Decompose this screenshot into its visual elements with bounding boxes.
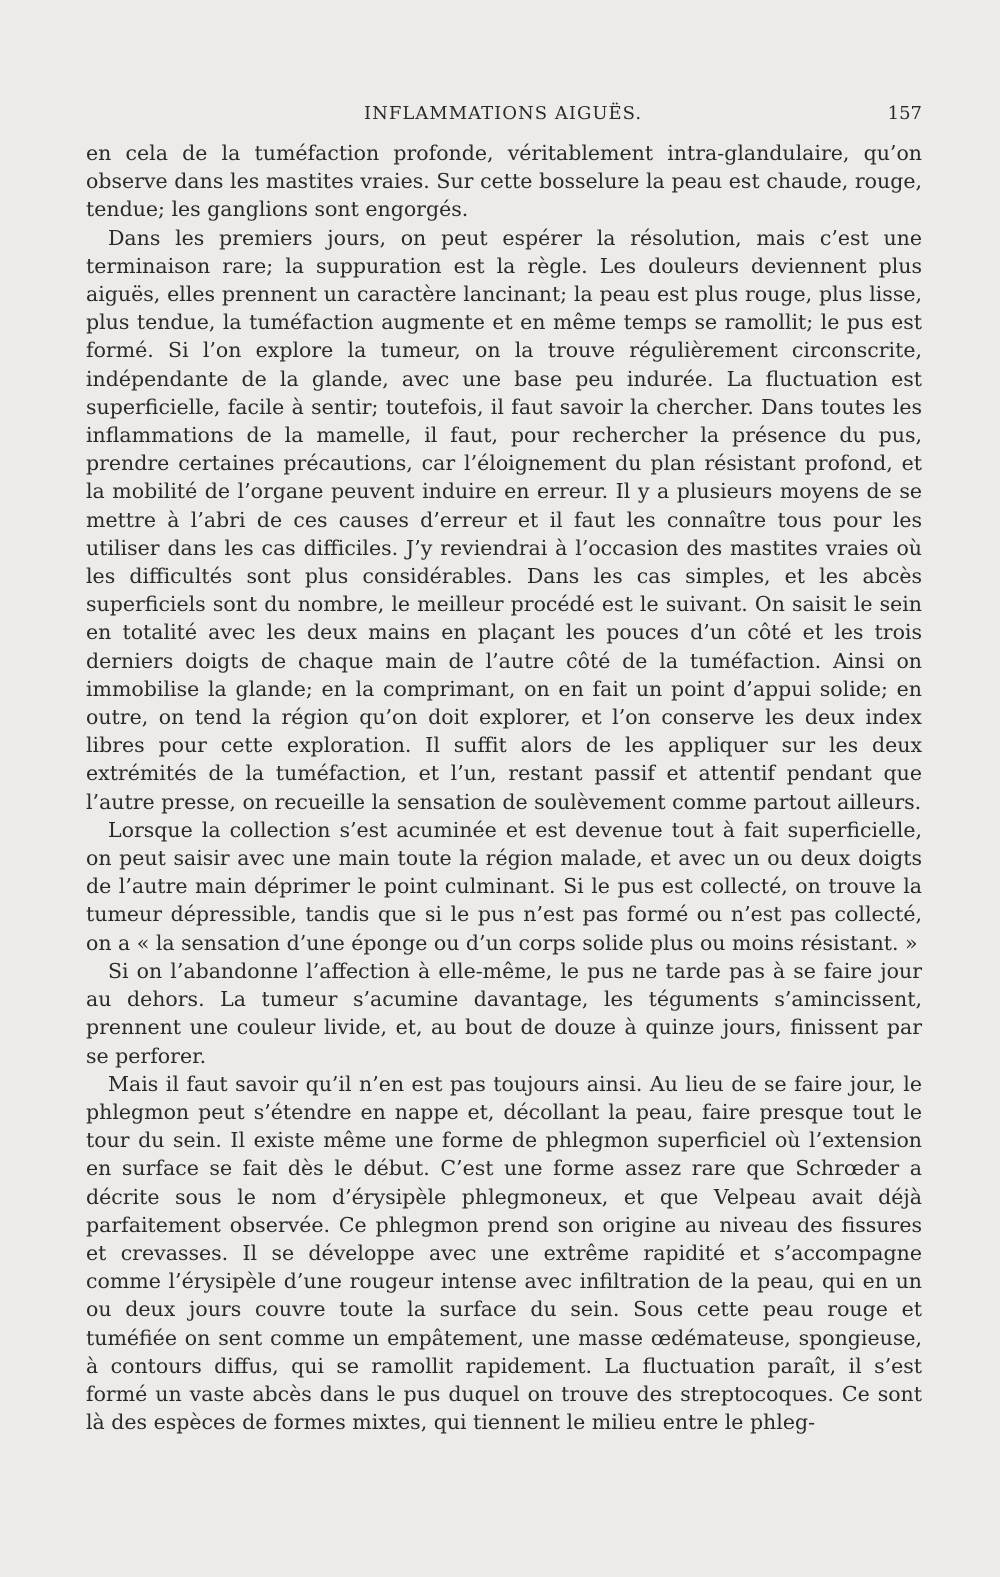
paragraph-2: Dans les premiers jours, on peut espérer la résolution, mais c’est une terminaison rare; la suppuration est la règle. Les douleurs deviennent plus aiguës, elles prennent un caractère lancinant; la peau est plus rouge, plus lisse, plus tendue, la tuméfaction augmente et en même temps se ramollit; le pus est formé. Si l’on explore la tumeur, on la trouve régulièrement circonscrite, indépendante de la glande, avec une base peu indurée. La fluctuation est superficielle, facile à sentir; toutefois, il faut savoir la chercher. Dans toutes les inflammations de la mamelle, il faut, pour rechercher la présence du pus, prendre certaines précautions, car l’éloignement du plan résistant profond, et la mobilité de l’organe peuvent induire en erreur. Il y a plusieurs moyens de se mettre à l’abri de ces causes d’erreur et il faut les connaître tous pour les utiliser dans les cas difficiles. J’y reviendrai à l’occasion des mastites vraies où les difficultés sont plus considérables. Dans les cas simples, et les abcès superficiels sont du nombre, le meilleur procédé est le suivant. On saisit le sein en totalité avec les deux mains en plaçant les pouces d’un côté et les trois derniers doigts de chaque main de l’autre côté de la tuméfaction. Ainsi on immobilise la glande; en la comprimant, on en fait un point d’appui solide; en outre, on tend la région qu’on doit explorer, et l’on conserve les deux index libres pour cette exploration. Il suffit alors de les appliquer sur les deux extrémités de la tuméfaction, et l’un, restant passif et attentif pendant que l’autre presse, on recueille la sensation de soulèvement comme partout ailleurs. [86, 225, 922, 814]
running-title: INFLAMMATIONS AIGUËS. [364, 103, 643, 124]
body-text [86, 139, 922, 1436]
running-head [86, 103, 922, 131]
paragraph-3: Lorsque la collection s’est acuminée et est devenue tout à fait superficielle, on peut saisir avec une main toute la région malade, et avec un ou deux doigts de l’autre main déprimer le point culminant. Si le pus est collecté, on trouve la tumeur dépressible, tandis que si le pus n’est pas formé ou n’est pas collecté, on a « la sensation d’une éponge ou d’un corps solide plus ou moins résistant. » [86, 817, 922, 955]
page-number: 157 [887, 103, 922, 124]
paragraph-5: Mais il faut savoir qu’il n’en est pas toujours ainsi. Au lieu de se faire jour, le phlegmon peut s’étendre en nappe et, décollant la peau, faire presque tout le tour du sein. Il existe même une forme de phlegmon superficiel où l’extension en surface se fait dès le début. C’est une forme assez rare que Schrœder a décrite sous le nom d’érysipèle phlegmoneux, et que Velpeau avait déjà parfaitement observée. Ce phlegmon prend son origine au niveau des fissures et crevasses. Il se développe avec une extrême rapidité et s’accompagne comme l’érysipèle d’une rougeur intense avec infiltration de la peau, qui en un ou deux jours couvre toute la surface du sein. Sous cette peau rouge et tuméfiée on sent comme un empâtement, une masse œdémateuse, spongieuse, à contours diffus, qui se ramollit rapidement. La fluctuation paraît, il s’est formé un vaste abcès dans le pus duquel on trouve des streptocoques. Ce sont là des espèces de formes mixtes, qui tiennent le milieu entre le phleg- [86, 1071, 922, 1435]
paragraph-4: Si on l’abandonne l’affection à elle-même, le pus ne tarde pas à se faire jour au dehors. La tumeur s’acumine davantage, les téguments s’amincissent, prennent une couleur livide, et, au bout de douze à quinze jours, finissent par se perforer. [86, 958, 922, 1068]
paragraph-1: en cela de la tuméfaction profonde, véritablement intra-glandulaire, qu’on observe dans les mastites vraies. Sur cette bosselure la peau est chaude, rouge, tendue; les ganglions sont engorgés. [86, 141, 922, 222]
